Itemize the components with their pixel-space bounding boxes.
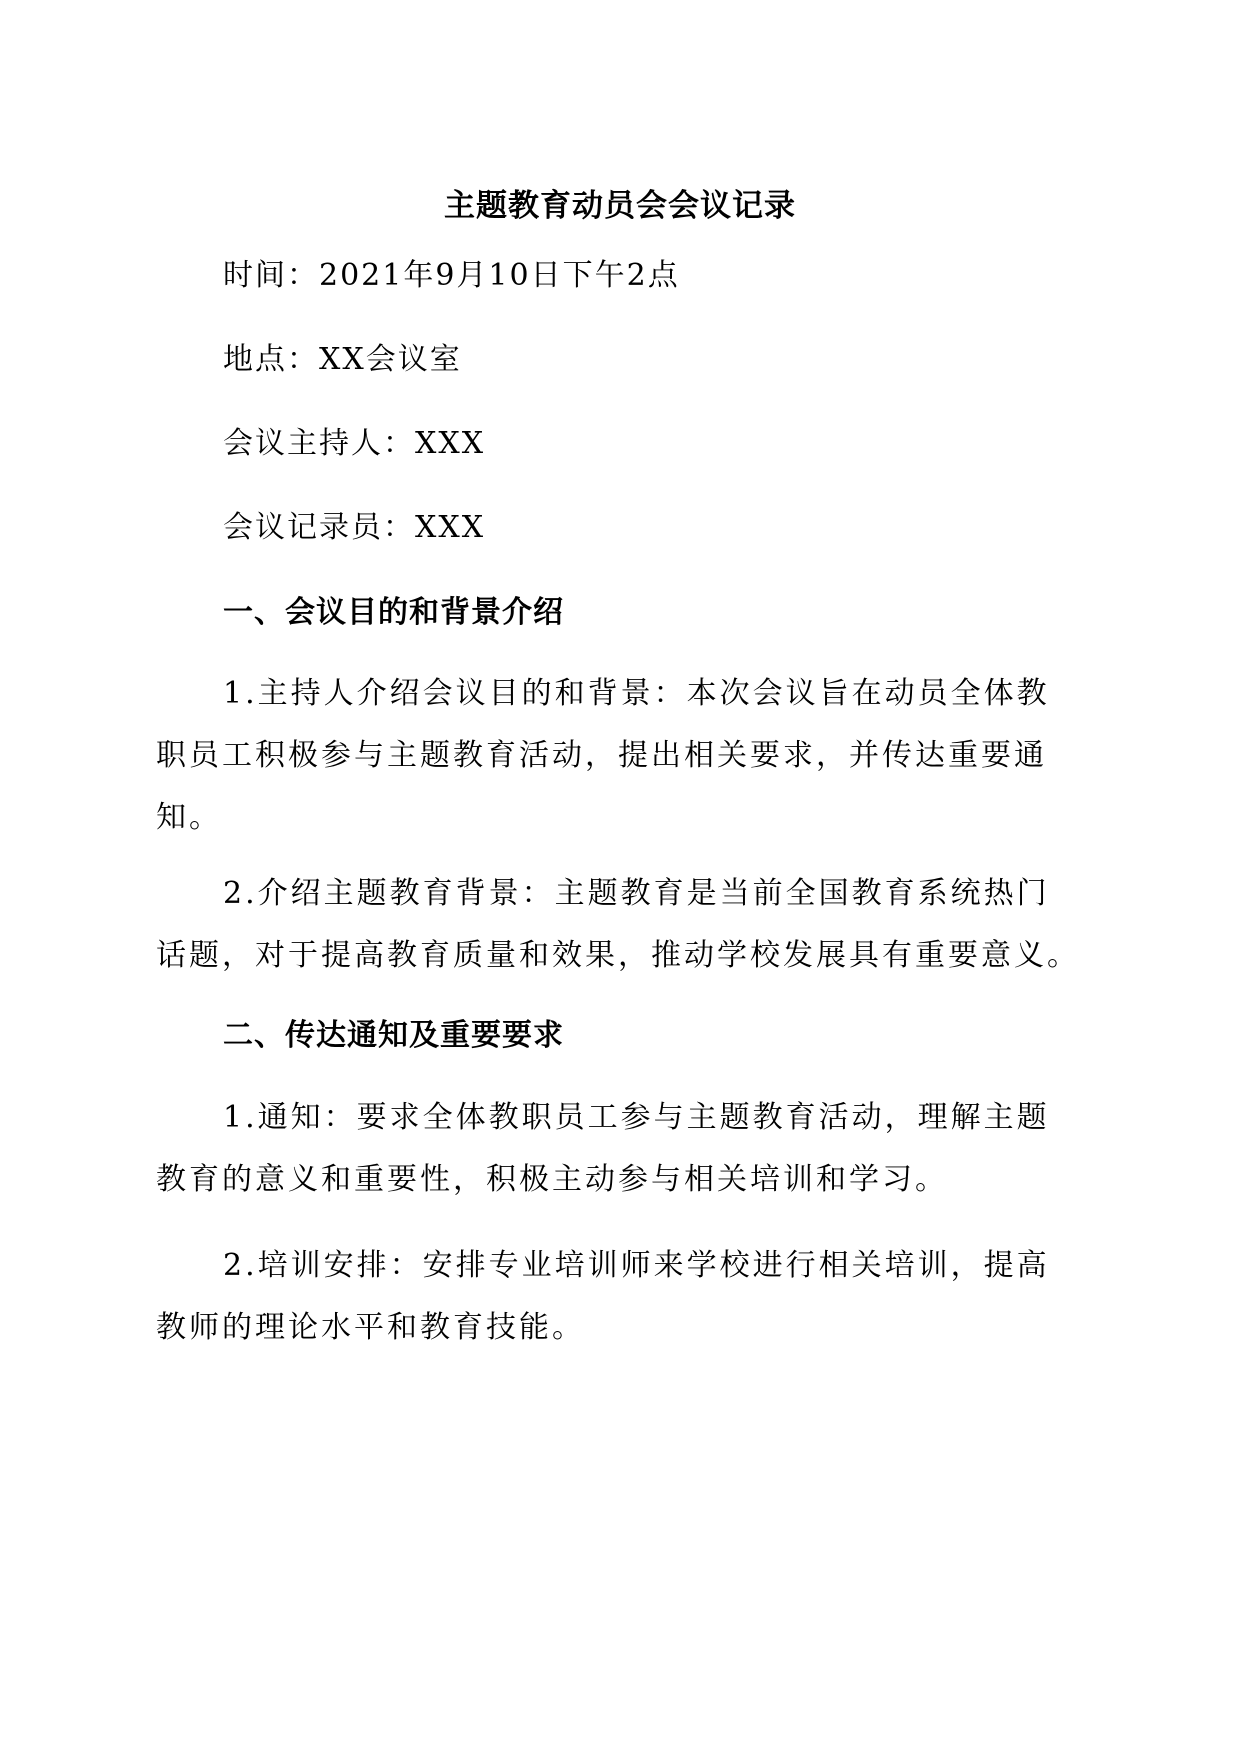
section-heading-1: 一、会议目的和背景介绍 (223, 595, 564, 630)
document-title: 主题教育动员会会议记录 (444, 188, 796, 224)
paragraph-line: 教育的意义和重要性，积极主动参与相关培训和学习。 (156, 1162, 948, 1197)
paragraph-line: 1.通知：要求全体教职员工参与主题教育活动，理解主题 (223, 1100, 1050, 1135)
section-2-paragraph-2 (156, 1235, 1086, 1359)
paragraph-line: 2.培训安排：安排专业培训师来学校进行相关培训，提高 (223, 1248, 1050, 1283)
paragraph-line: 1.主持人介绍会议目的和背景：本次会议旨在动员全体教 (223, 676, 1050, 711)
meeting-location: 地点：XX会议室 (223, 342, 462, 377)
paragraph-line: 知。 (156, 800, 222, 835)
paragraph-line: 2.介绍主题教育背景：主题教育是当前全国教育系统热门 (223, 876, 1050, 911)
meeting-host: 会议主持人：XXX (223, 426, 486, 461)
section-1-paragraph-2 (156, 863, 1086, 987)
meeting-recorder: 会议记录员：XXX (223, 510, 486, 545)
paragraph-line: 教师的理论水平和教育技能。 (156, 1310, 585, 1345)
paragraph-line: 话题，对于提高教育质量和效果，推动学校发展具有重要意义。 (156, 938, 1080, 973)
section-heading-2: 二、传达通知及重要要求 (223, 1018, 564, 1053)
paragraph-line: 职员工积极参与主题教育活动，提出相关要求，并传达重要通 (156, 738, 1047, 773)
section-2-paragraph-1 (156, 1087, 1086, 1211)
meeting-time: 时间：2021年9月10日下午2点 (223, 258, 680, 293)
section-1-paragraph-1 (156, 663, 1086, 849)
